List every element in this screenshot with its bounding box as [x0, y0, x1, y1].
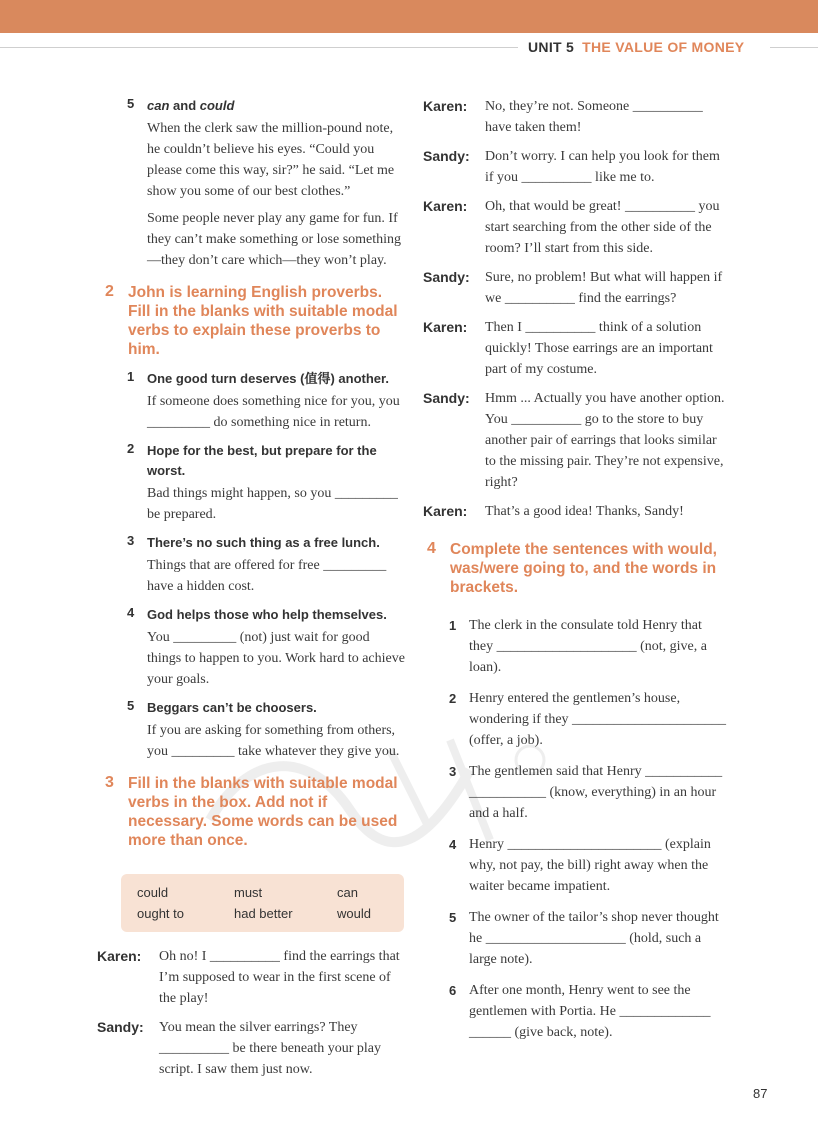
speaker: Sandy: [423, 269, 470, 285]
proverb-item [101, 441, 407, 525]
unit-label: UNIT 5 [528, 39, 575, 55]
dialogue-text: Hmm ... Actually you have another option. You __________ go to the store to buy another pair of earrings that looks similar to the missing pair. They’re not expensive, right? [485, 391, 725, 490]
heading-could: could [199, 98, 235, 113]
proverb-text: There’s no such thing as a free lunch. [147, 535, 380, 550]
dialogue-line [423, 146, 729, 188]
item-number: 5 [127, 96, 135, 111]
proverb-item [101, 698, 407, 762]
right-column [423, 96, 729, 1053]
proverb-text: Hope for the best, but prepare for the worst. [147, 443, 377, 478]
exercise-item [423, 907, 729, 970]
proverb-text: One good turn deserves (值得) another. [147, 371, 389, 386]
left-column [97, 96, 407, 1088]
exercise-item [423, 615, 729, 678]
example-paragraph-2: Some people never play any game for fun. If they can’t make something or lose something—they don’t care which—they won’t play. [147, 211, 402, 268]
speaker: Sandy: [97, 1019, 144, 1035]
dialogue-text: Don’t worry. I can help you look for them if you __________ like me to. [485, 149, 720, 185]
grammar-point-5 [101, 96, 407, 271]
speaker: Karen: [423, 198, 468, 214]
proverb-text: Beggars can’t be choosers. [147, 700, 317, 715]
dialogue-text: Then I __________ think of a solution quickly! Those earrings are an important part of my costume. [485, 320, 713, 377]
proverb-explanation: If someone does something nice for you, you _________ do something nice in return. [147, 394, 400, 430]
grammar-heading [147, 96, 407, 116]
unit-title: THE VALUE OF MONEY [582, 39, 745, 55]
word-box-row [137, 903, 388, 924]
proverb-text: God helps those who help themselves. [147, 607, 387, 622]
exercise-item [423, 688, 729, 751]
speaker: Sandy: [423, 148, 470, 164]
word: can [337, 885, 358, 900]
dialogue-text: Sure, no problem! But what will happen if we __________ find the earrings? [485, 270, 723, 306]
dialogue-line [423, 196, 729, 259]
exercise-text: The owner of the tailor’s shop never thought he ____________________ (hold, such a large note). [469, 910, 719, 967]
word: had better [234, 906, 293, 921]
heading-can: can [147, 98, 170, 113]
section-4 [423, 540, 729, 597]
dialogue-line [97, 1017, 407, 1080]
dialogue-text: No, they’re not. Someone __________ have taken them! [485, 99, 703, 135]
proverb-item [101, 605, 407, 690]
item-number: 1 [127, 369, 135, 384]
item-number: 3 [449, 764, 457, 779]
example-paragraph-1: When the clerk saw the million-pound note, he couldn’t believe his eyes. “Could you please come this way, sir?” he said. “Let me show you some of our best clothes.” [147, 121, 395, 199]
proverb-explanation: Things that are offered for free _________ have a hidden cost. [147, 558, 387, 594]
dialogue-line [423, 96, 729, 138]
dialogue-line [423, 317, 729, 380]
proverb-explanation: Bad things might happen, so you _________ be prepared. [147, 486, 398, 522]
section-number: 3 [105, 774, 114, 791]
dialogue-text: That’s a good idea! Thanks, Sandy! [485, 504, 684, 519]
header-rule-right [770, 47, 818, 48]
word-box [121, 874, 404, 932]
item-number: 2 [449, 691, 457, 706]
section-title: John is learning English proverbs. Fill in the blanks with suitable modal verbs to explain these proverbs to him. [128, 284, 398, 358]
speaker: Karen: [423, 503, 468, 519]
item-number: 4 [449, 837, 457, 852]
item-number: 3 [127, 533, 135, 548]
word: could [137, 885, 169, 900]
dialogue-line [423, 388, 729, 493]
proverb-item [101, 533, 407, 597]
word: ought to [137, 906, 184, 921]
word: must [234, 885, 263, 900]
word: would [337, 906, 371, 921]
speaker: Karen: [423, 319, 468, 335]
item-number: 5 [449, 910, 457, 925]
exercise-item [423, 761, 729, 824]
page-number: 87 [753, 1086, 768, 1101]
word-box-row [137, 882, 388, 903]
section-2 [101, 283, 407, 359]
dialogue-line [97, 946, 407, 1009]
item-number: 4 [127, 605, 135, 620]
section-title: Fill in the blanks with suitable modal verbs in the box. Add not if necessary. Some words can be used more than once. [128, 775, 398, 849]
item-number: 2 [127, 441, 135, 456]
heading-and: and [169, 98, 200, 113]
unit-header [528, 39, 744, 55]
header-rule-left [0, 47, 518, 48]
exercise-text: Henry ______________________ (explain why, not pay, the bill) right away when the waiter became impatient. [469, 837, 711, 894]
dialogue-text: Oh, that would be great! __________ you start searching from the other side of the room? I’ll start from this side. [485, 199, 720, 256]
exercise-item [423, 980, 729, 1043]
speaker: Karen: [423, 98, 468, 114]
proverb-explanation: If you are asking for something from others, you _________ take whatever they give you. [147, 723, 400, 759]
exercise-text: After one month, Henry went to see the gentlemen with Portia. He _____________ ______ (give back, note). [469, 983, 711, 1040]
exercise-text: Henry entered the gentlemen’s house, wondering if they ______________________ (offer, a job). [469, 691, 727, 748]
dialogue-line [423, 501, 729, 522]
speaker: Sandy: [423, 390, 470, 406]
speaker: Karen: [97, 948, 142, 964]
exercise-text: The gentlemen said that Henry ___________ ___________ (know, everything) in an hour and a half. [469, 764, 723, 821]
section-number: 4 [427, 540, 436, 557]
item-number: 5 [127, 698, 135, 713]
dialogue-text: Oh no! I __________ find the earrings that I’m supposed to wear in the first scene of the play! [159, 949, 400, 1006]
proverb-item [101, 369, 407, 433]
exercise-text: The clerk in the consulate told Henry that they ____________________ (not, give, a loan). [469, 618, 707, 675]
item-number: 1 [449, 618, 457, 633]
exercise-item [423, 834, 729, 897]
section-3 [101, 774, 407, 850]
section-title: Complete the sentences with would, was/were going to, and the words in brackets. [450, 541, 717, 596]
dialogue-line [423, 267, 729, 309]
item-number: 6 [449, 983, 457, 998]
dialogue-text: You mean the silver earrings? They __________ be there beneath your play script. I saw them just now. [159, 1020, 381, 1077]
section-number: 2 [105, 283, 114, 300]
top-color-band [0, 0, 818, 33]
proverb-explanation: You _________ (not) just wait for good things to happen to you. Work hard to achieve your goals. [147, 630, 405, 687]
